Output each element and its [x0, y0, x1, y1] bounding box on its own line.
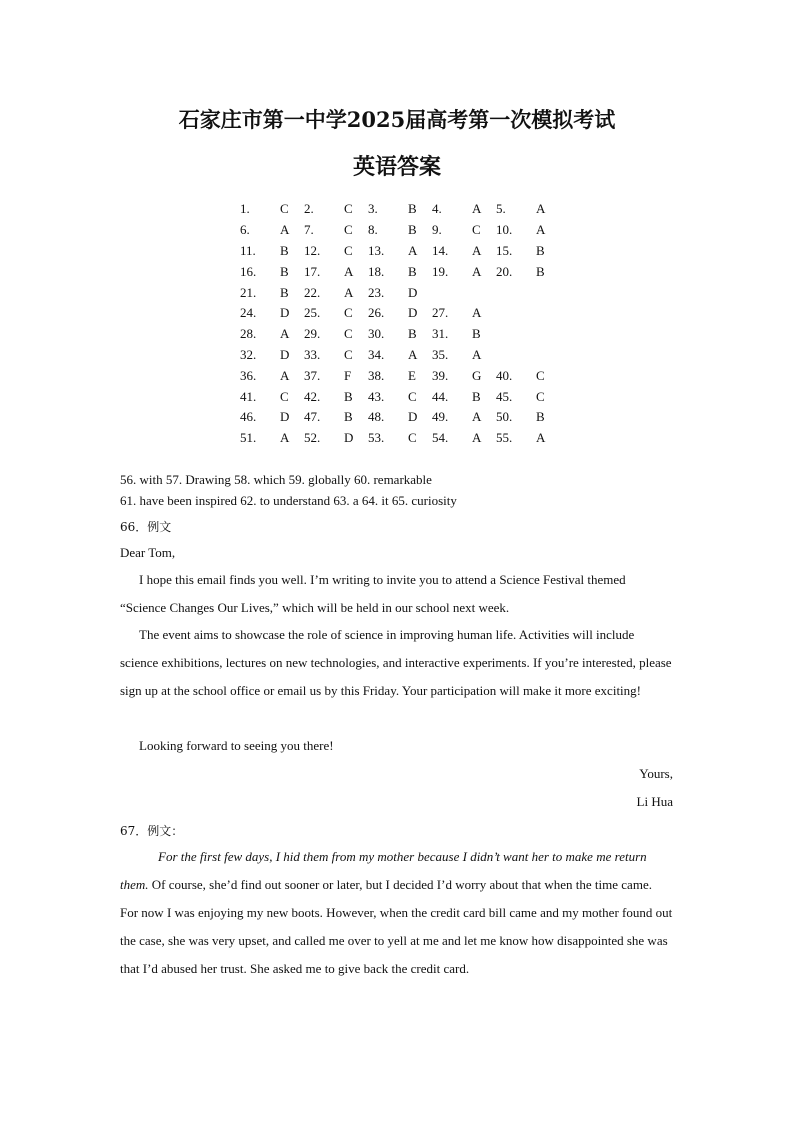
question-number: 39. [432, 367, 449, 383]
answer-letter: A [472, 430, 482, 446]
question-number: 10. [496, 222, 513, 238]
answer-letter: B [408, 263, 417, 279]
answer-letter: G [472, 367, 482, 383]
answer-row [240, 241, 560, 262]
question-number: 6. [240, 222, 250, 238]
answer-letter: F [344, 367, 352, 383]
question-number: 45. [496, 388, 513, 404]
answer-row [240, 345, 560, 366]
question-number: 34. [368, 346, 385, 362]
answer-letter: A [472, 346, 482, 362]
question-number: 16. [240, 263, 257, 279]
fill-in-line-2: 61. have been inspired 62. to understand 63. a 64. it 65. curiosity [120, 493, 457, 508]
answer-letter: C [408, 430, 417, 446]
question-number: 13. [368, 242, 385, 258]
answer-letter: B [408, 222, 417, 238]
question-number: 51. [240, 430, 257, 446]
answer-letter: B [536, 263, 545, 279]
answer-letter: A [536, 201, 546, 217]
answer-letter: A [280, 222, 290, 238]
answer-letter: C [344, 305, 353, 321]
answer-row [240, 428, 560, 449]
answer-row [240, 199, 560, 220]
answer-letter: A [280, 326, 290, 342]
answer-letter: B [280, 284, 289, 300]
question-number: 35. [432, 346, 449, 362]
question-number: 32. [240, 346, 257, 362]
question-number: 30. [368, 326, 385, 342]
question-number: 14. [432, 242, 449, 258]
answer-letter: A [536, 430, 546, 446]
answer-letter: A [408, 242, 418, 258]
question-number: 50. [496, 409, 513, 425]
answer-letter: B [280, 242, 289, 258]
question-number: 24. [240, 305, 257, 321]
question-number: 37. [304, 367, 321, 383]
letter-paragraph-3: Looking forward to seeing you there! [139, 738, 334, 753]
answer-letter: B [280, 263, 289, 279]
question-number: 3. [368, 201, 378, 217]
letter-paragraph-2: The event aims to showcase the role of science in improving human life. Activities will include science exhibitions, lectures on new technologies, and interactive experiments. If you’re interested, please sign up at the school office or email us by this Friday. Your participation will make it more exciting! [120, 627, 672, 698]
question-number: 55. [496, 430, 513, 446]
answer-letter: A [472, 409, 482, 425]
question-number: 44. [432, 388, 449, 404]
answer-letter: A [472, 263, 482, 279]
letter-paragraph-1: I hope this email finds you well. I’m writing to invite you to attend a Science Festival themed “Science Changes Our Lives,” which will be held in our school next week. [120, 572, 626, 615]
question-number: 4. [432, 201, 442, 217]
letter-signature: Li Hua [636, 794, 673, 809]
question-number: 5. [496, 201, 506, 217]
answer-letter: A [280, 367, 290, 383]
question-number: 48. [368, 409, 385, 425]
answer-letter: D [280, 305, 290, 321]
question-number: 36. [240, 367, 257, 383]
answer-letter: D [408, 305, 418, 321]
question-number: 23. [368, 284, 385, 300]
answer-letter: C [344, 222, 353, 238]
answer-row [240, 365, 560, 386]
question-number: 25. [304, 305, 321, 321]
answer-letter: B [472, 326, 481, 342]
answer-letter: A [280, 430, 290, 446]
answer-letter: B [536, 409, 545, 425]
answer-letter: A [472, 242, 482, 258]
question-number: 19. [432, 263, 449, 279]
question-number: 52. [304, 430, 321, 446]
answer-letter: A [472, 201, 482, 217]
answer-letter: A [408, 346, 418, 362]
answer-row [240, 282, 560, 303]
q67-italic-intro: For the first few days, I hid them from my mother because I didn’t want her to make me return them. [120, 849, 647, 892]
question-number: 18. [368, 263, 385, 279]
question-number: 17. [304, 263, 321, 279]
answer-letter: B [344, 409, 353, 425]
question-number: 20. [496, 263, 513, 279]
answer-row [240, 261, 560, 282]
question-number: 22. [304, 284, 321, 300]
answer-row [240, 386, 560, 407]
q66-label: 66．例文 [120, 520, 172, 534]
answer-letter: D [344, 430, 354, 446]
page-title: 石家庄市第一中学2025届高考第一次模拟考试 [178, 107, 616, 132]
question-number: 2. [304, 201, 314, 217]
answer-letter: A [344, 263, 354, 279]
answer-letter: C [344, 326, 353, 342]
answer-letter: C [344, 242, 353, 258]
question-number: 26. [368, 305, 385, 321]
question-number: 31. [432, 326, 449, 342]
answer-letter: D [408, 409, 418, 425]
answer-letter: D [280, 346, 290, 362]
answer-row [240, 220, 560, 241]
answer-letter: C [344, 346, 353, 362]
page-subtitle: 英语答案 [352, 154, 441, 180]
question-number: 42. [304, 388, 321, 404]
answer-letter: C [536, 388, 545, 404]
question-number: 43. [368, 388, 385, 404]
answer-letter: B [344, 388, 353, 404]
answer-letter: C [344, 201, 353, 217]
question-number: 33. [304, 346, 321, 362]
answer-letter: D [408, 284, 418, 300]
answer-letter: B [408, 201, 417, 217]
answer-letter: A [472, 305, 482, 321]
question-number: 21. [240, 284, 257, 300]
answer-letter: A [536, 222, 546, 238]
answer-letter: C [280, 388, 289, 404]
question-number: 41. [240, 388, 257, 404]
answer-letter: C [472, 222, 481, 238]
fill-in-line-1: 56. with 57. Drawing 58. which 59. globally 60. remarkable [120, 472, 432, 487]
answer-letter: D [280, 409, 290, 425]
answer-table [240, 199, 560, 449]
answer-letter: C [280, 201, 289, 217]
question-number: 40. [496, 367, 513, 383]
question-number: 9. [432, 222, 442, 238]
question-number: 29. [304, 326, 321, 342]
answer-letter: C [408, 388, 417, 404]
question-number: 7. [304, 222, 314, 238]
answer-letter: B [408, 326, 417, 342]
question-number: 54. [432, 430, 449, 446]
question-number: 38. [368, 367, 385, 383]
letter-greeting: Dear Tom, [120, 545, 176, 560]
question-number: 46. [240, 409, 257, 425]
answer-letter: B [472, 388, 481, 404]
q67-label: 67．例文： [120, 824, 184, 838]
question-number: 11. [240, 242, 256, 258]
answer-letter: A [344, 284, 354, 300]
answer-row [240, 407, 560, 428]
answer-letter: C [536, 367, 545, 383]
question-number: 47. [304, 409, 321, 425]
question-number: 8. [368, 222, 378, 238]
question-number: 27. [432, 305, 449, 321]
answer-letter: B [536, 242, 545, 258]
question-number: 1. [240, 201, 250, 217]
q67-essay [120, 843, 673, 983]
letter-closing: Yours, [639, 766, 673, 781]
answer-row [240, 303, 560, 324]
answer-row [240, 324, 560, 345]
question-number: 28. [240, 326, 257, 342]
question-number: 12. [304, 242, 321, 258]
question-number: 15. [496, 242, 513, 258]
question-number: 53. [368, 430, 385, 446]
answer-letter: E [408, 367, 416, 383]
q67-essay-body: Of course, she’d find out sooner or later, but I decided I’d worry about that when the time came. For now I was enjoying my new boots. However, when the credit card bill came and my mother found out the case, she was very upset, and called me over to yell at me and let me know how disappointed she was that I’d abused her trust. She asked me to give back the credit card. [120, 877, 673, 976]
question-number: 49. [432, 409, 449, 425]
